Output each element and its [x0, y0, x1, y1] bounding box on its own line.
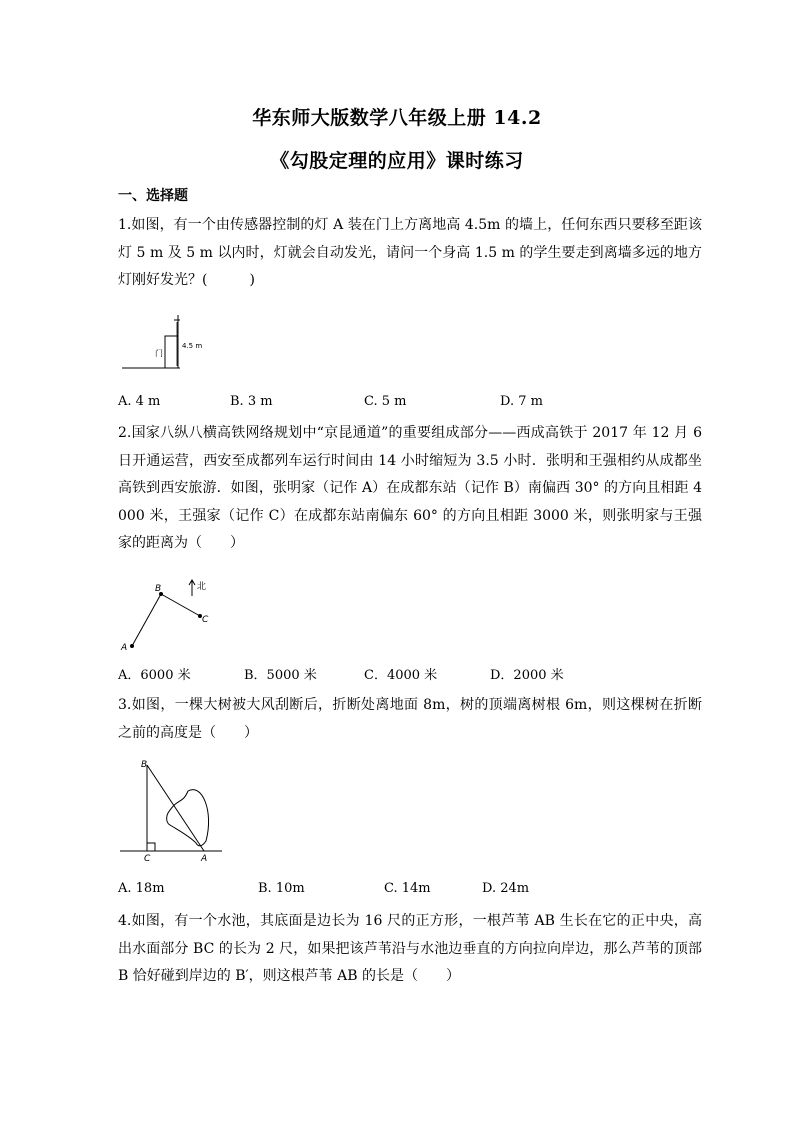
- label-b: B: [155, 584, 162, 594]
- section-heading: 一、选择题: [118, 188, 188, 204]
- option-c[interactable]: C. 5 m: [364, 394, 407, 409]
- question-3-options: [118, 881, 702, 901]
- option-b[interactable]: B. 10m: [258, 881, 305, 896]
- option-a[interactable]: A. 18m: [118, 881, 165, 896]
- tree-crown: [167, 790, 209, 846]
- segment-bc: [161, 594, 200, 616]
- right-angle-mark: [147, 843, 155, 851]
- north-label: 北: [197, 582, 207, 592]
- question-4-text: 4.如图，有一个水池，其底面是边长为 16 尺的正方形，一根芦苇 AB 生长在它的正中央，高出水面部分 BC 的长为 2 尺，如果把该芦苇沿与水池边垂直的方向拉向岸边，那么芦苇的顶部 B 恰好碰到岸边的 B′，则这根芦苇 AB 的长是（ ）: [118, 913, 702, 984]
- option-c[interactable]: C. 14m: [384, 881, 431, 896]
- question-3-text: 3.如图，一棵大树被大风刮断后，折断处离地面 8m，树的顶端离树根 6m，则这棵树在折断之前的高度是（ ）: [118, 697, 702, 741]
- door-rect: [165, 336, 178, 368]
- question-3-figure: [118, 755, 228, 863]
- question-1-figure: [118, 312, 203, 372]
- label-c: C: [202, 615, 209, 625]
- label-a: A: [201, 854, 208, 864]
- segment-ba: [147, 765, 204, 851]
- option-d[interactable]: D．2000 米: [490, 668, 564, 683]
- label-a: A: [121, 643, 128, 653]
- label-c: C: [144, 854, 151, 864]
- question-1-options: [118, 394, 702, 414]
- label-b: B: [141, 760, 148, 770]
- option-b[interactable]: B．5000 米: [244, 668, 317, 683]
- question-2-options: [118, 664, 702, 684]
- question-2-figure: [118, 576, 218, 652]
- page-title: 华东师大版数学八年级上册 14.2: [252, 107, 542, 129]
- height-label: 4.5 m: [182, 342, 203, 350]
- option-d[interactable]: D. 7 m: [500, 394, 543, 409]
- option-a[interactable]: A. 4 m: [118, 394, 161, 409]
- segment-ab: [132, 594, 161, 646]
- point-a: [130, 644, 134, 648]
- door-label: 门: [155, 349, 163, 358]
- question-2-text: 2.国家八纵八横高铁网络规划中“京昆通道”的重要组成部分——西成高铁于 2017 年 12 月 6 日开通运营，西安至成都列车运行时间由 14 小时缩短为 3.5 小时．张明和王强相约从成都坐高铁到西安旅游．如图，张明家（记作 A）在成都东站（记作 B）南偏西 30° 的方向且相距 4000 米，王强家（记作 C）在成都东站南偏东 60° 的方向且相距 3000 米，则张明家与王强家的距离为（ ）: [118, 425, 702, 551]
- option-c[interactable]: C．4000 米: [364, 668, 438, 683]
- page-subtitle: 《勾股定理的应用》课时练习: [270, 150, 524, 172]
- option-d[interactable]: D. 24m: [482, 881, 530, 896]
- option-b[interactable]: B. 3 m: [230, 394, 273, 409]
- option-a[interactable]: A．6000 米: [118, 668, 191, 683]
- question-1-text: 1.如图，有一个由传感器控制的灯 A 装在门上方离地高 4.5m 的墙上，任何东西只要移至距该灯 5 m 及 5 m 以内时，灯就会自动发光，请问一个身高 1.5 m 的学生要走到离墙多远的地方灯刚好发光？( ): [118, 217, 702, 288]
